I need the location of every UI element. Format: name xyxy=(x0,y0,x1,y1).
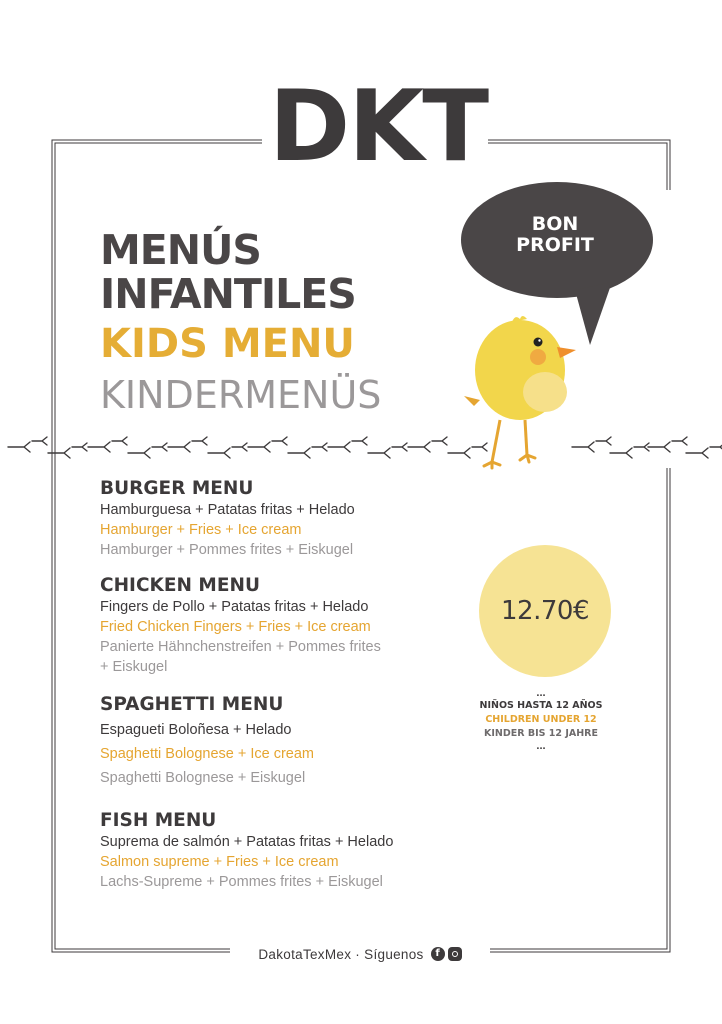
menu-line-german: Panierte Hähnchenstreifen + Pommes frites xyxy=(100,639,381,655)
menu-line-german: Spaghetti Bolognese + Eiskugel xyxy=(100,770,306,786)
footprint-mark xyxy=(368,443,407,458)
bubble-line1: BON xyxy=(531,213,579,235)
footprint-mark xyxy=(448,443,487,458)
footprint-mark xyxy=(128,443,167,458)
footprint-mark xyxy=(88,437,127,452)
footprint-mark xyxy=(168,437,207,452)
menu-line-german: Lachs-Supreme + Pommes frites + Eiskugel xyxy=(100,874,383,890)
footer-text: DakotaTexMex · Síguenos xyxy=(258,946,424,962)
title-spanish xyxy=(100,228,356,316)
age-dots-bottom: ... xyxy=(536,740,546,752)
footprint-mark xyxy=(610,443,649,458)
footprint-mark xyxy=(572,437,611,452)
menu-burger xyxy=(100,478,355,560)
footprint-mark xyxy=(648,437,687,452)
menu-line-german-cont: + Eiskugel xyxy=(100,659,168,675)
footprint-mark xyxy=(248,437,287,452)
footprint-mark xyxy=(408,437,447,452)
menu-title: FISH MENU xyxy=(100,810,217,831)
menu-line-english: Hamburger + Fries + Ice cream xyxy=(100,522,302,538)
menu-line-spanish: Espagueti Boloñesa + Helado xyxy=(100,722,292,738)
menu-line-english: Spaghetti Bolognese + Ice cream xyxy=(100,746,315,762)
menu-line-spanish: Hamburguesa + Patatas fritas + Helado xyxy=(100,502,355,518)
title-spanish-line1: MENÚS xyxy=(100,226,261,274)
menu-line-english: Fried Chicken Fingers + Fries + Ice cream xyxy=(100,619,371,635)
footprint-mark xyxy=(8,437,47,452)
chick-icon xyxy=(464,316,576,468)
speech-bubble-text xyxy=(496,214,614,256)
title-english: KIDS MENU xyxy=(100,321,355,367)
facebook-icon[interactable]: f xyxy=(431,947,445,961)
age-restriction-note xyxy=(466,688,616,752)
title-spanish-line2: INFANTILES xyxy=(100,270,356,318)
instagram-icon[interactable] xyxy=(448,947,462,961)
menu-line-spanish: Fingers de Pollo + Patatas fritas + Helado xyxy=(100,599,369,615)
footprint-mark xyxy=(328,437,367,452)
menu-title: SPAGHETTI MENU xyxy=(100,694,284,715)
menu-title: BURGER MENU xyxy=(100,478,254,499)
brand-logo: DKT xyxy=(268,70,488,184)
age-note-english: CHILDREN UNDER 12 xyxy=(485,714,597,725)
footer xyxy=(230,944,490,964)
menu-spaghetti xyxy=(100,694,314,788)
footprint-mark xyxy=(208,443,247,458)
speech-bubble xyxy=(461,182,653,345)
price-label xyxy=(501,596,589,626)
bubble-line2: PROFIT xyxy=(516,234,594,256)
footprint-mark xyxy=(686,443,722,458)
footprints-decoration xyxy=(8,437,722,458)
price-currency: € xyxy=(572,596,589,626)
title-german: KINDERMENÜS xyxy=(100,373,382,417)
menu-line-german: Hamburger + Pommes frites + Eiskugel xyxy=(100,542,354,558)
menu-line-spanish: Suprema de salmón + Patatas fritas + Helado xyxy=(100,834,394,850)
age-dots-top: ... xyxy=(536,687,546,699)
menu-title: CHICKEN MENU xyxy=(100,575,260,596)
footprint-mark xyxy=(48,443,87,458)
price-value: 12.70 xyxy=(501,596,573,626)
menu-chicken xyxy=(100,575,381,677)
footprint-mark xyxy=(288,443,327,458)
age-note-german: KINDER BIS 12 JAHRE xyxy=(484,728,598,739)
age-note-spanish: NIÑOS HASTA 12 AÑOS xyxy=(479,700,603,711)
menu-line-english: Salmon supreme + Fries + Ice cream xyxy=(100,854,339,870)
price-badge xyxy=(479,545,611,677)
menu-fish xyxy=(100,810,393,892)
